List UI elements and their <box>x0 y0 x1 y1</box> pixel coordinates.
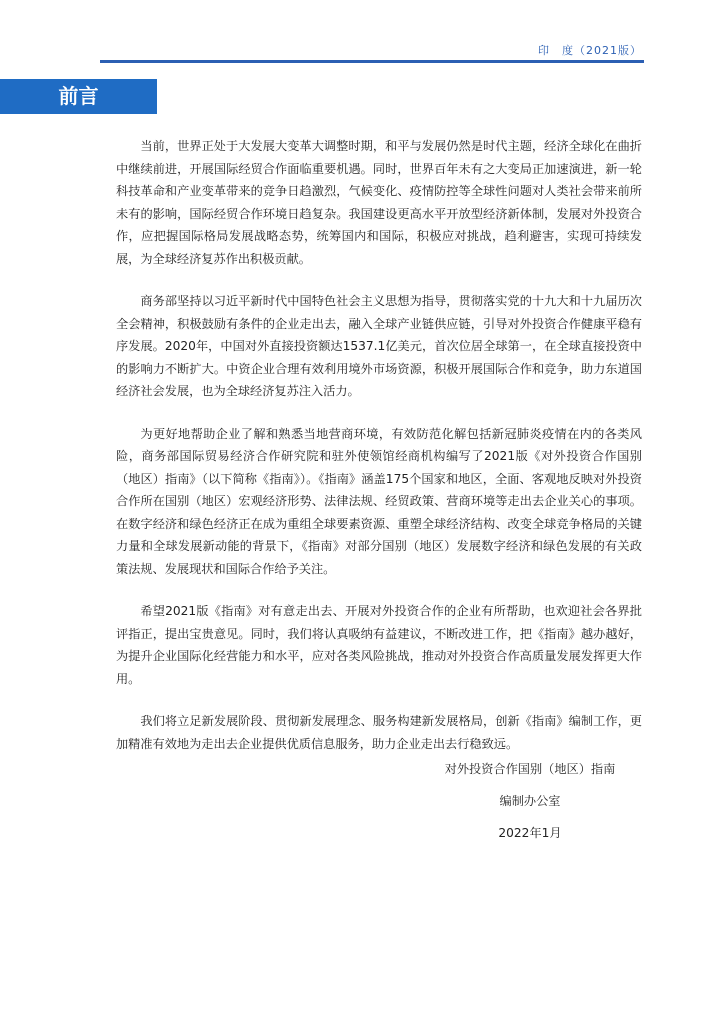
paragraph: 我们将立足新发展阶段、贯彻新发展理念、服务构建新发展格局，创新《指南》编制工作，更加精准有效地为走出去企业提供优质信息服务，助力企业走出去行稳致远。 <box>116 714 642 751</box>
paragraph: 为更好地帮助企业了解和熟悉当地营商环境，有效防范化解包括新冠肺炎疫情在内的各类风险，商务部国际贸易经济合作研究院和驻外使领馆经商机构编写了2021版《对外投资合作国别（地区）指南》（以下简称《指南》）。《指南》涵盖175个国家和地区，全面、客观地反映对外投资合作所在国别（地区）宏观经济形势、法律法规、经贸政策、营商环境等走出去企业关心的事项。在数字经济和绿色经济正在成为重组全球要素资源、重塑全球经济结构、改变全球竞争格局的关键力量和全球发展新动能的背景下，《指南》对部分国别（地区）发展数字经济和绿色发展的有关政策法规、发展现状和国际合作给予关注。 <box>116 426 642 576</box>
section-title: 前言 <box>0 79 157 114</box>
preface-body <box>116 135 642 775</box>
paragraph: 商务部坚持以习近平新时代中国特色社会主义思想为指导，贯彻落实党的十九大和十九届历次全会精神，积极鼓励有条件的企业走出去，融入全球产业链供应链，引导对外投资合作健康平稳有序发展。2020年，中国对外直接投资额达1537.1亿美元，首次位居全球第一，在全球直接投资中的影响力不断扩大。中资企业合理有效利用境外市场资源，积极开展国际合作和竞争，助力东道国经济社会发展，也为全球经济复苏注入活力。 <box>116 294 642 398</box>
paragraph: 希望2021版《指南》对有意走出去、开展对外投资合作的企业有所帮助，也欢迎社会各界批评指正，提出宝贵意见。同时，我们将认真吸纳有益建议，不断改进工作，把《指南》越办越好，为提升企业国际化经营能力和水平，应对各类风险挑战，推动对外投资合作高质量发展发挥更大作用。 <box>116 604 642 686</box>
header-divider <box>100 60 644 63</box>
signature-block <box>420 760 640 841</box>
signature-office: 编制办公室 <box>499 794 561 808</box>
paragraph: 当前，世界正处于大发展大变革大调整时期，和平与发展仍然是时代主题，经济全球化在曲折中继续前进，开展国际经贸合作面临重要机遇。同时，世界百年未有之大变局正加速演进，新一轮科技革命和产业变革带来的竞争日趋激烈，气候变化、疫情防控等全球性问题对人类社会带来前所未有的影响，国际经贸合作环境日趋复杂。我国建设更高水平开放型经济新体制，发展对外投资合作，应把握国际格局发展战略态势，统筹国内和国际，积极应对挑战，趋利避害，实现可持续发展，为全球经济复苏作出积极贡献。 <box>116 139 642 266</box>
signature-organization: 对外投资合作国别（地区）指南 <box>444 762 616 776</box>
running-header: 印 度（2021版） <box>538 44 642 57</box>
signature-date: 2022年1月 <box>498 826 562 840</box>
